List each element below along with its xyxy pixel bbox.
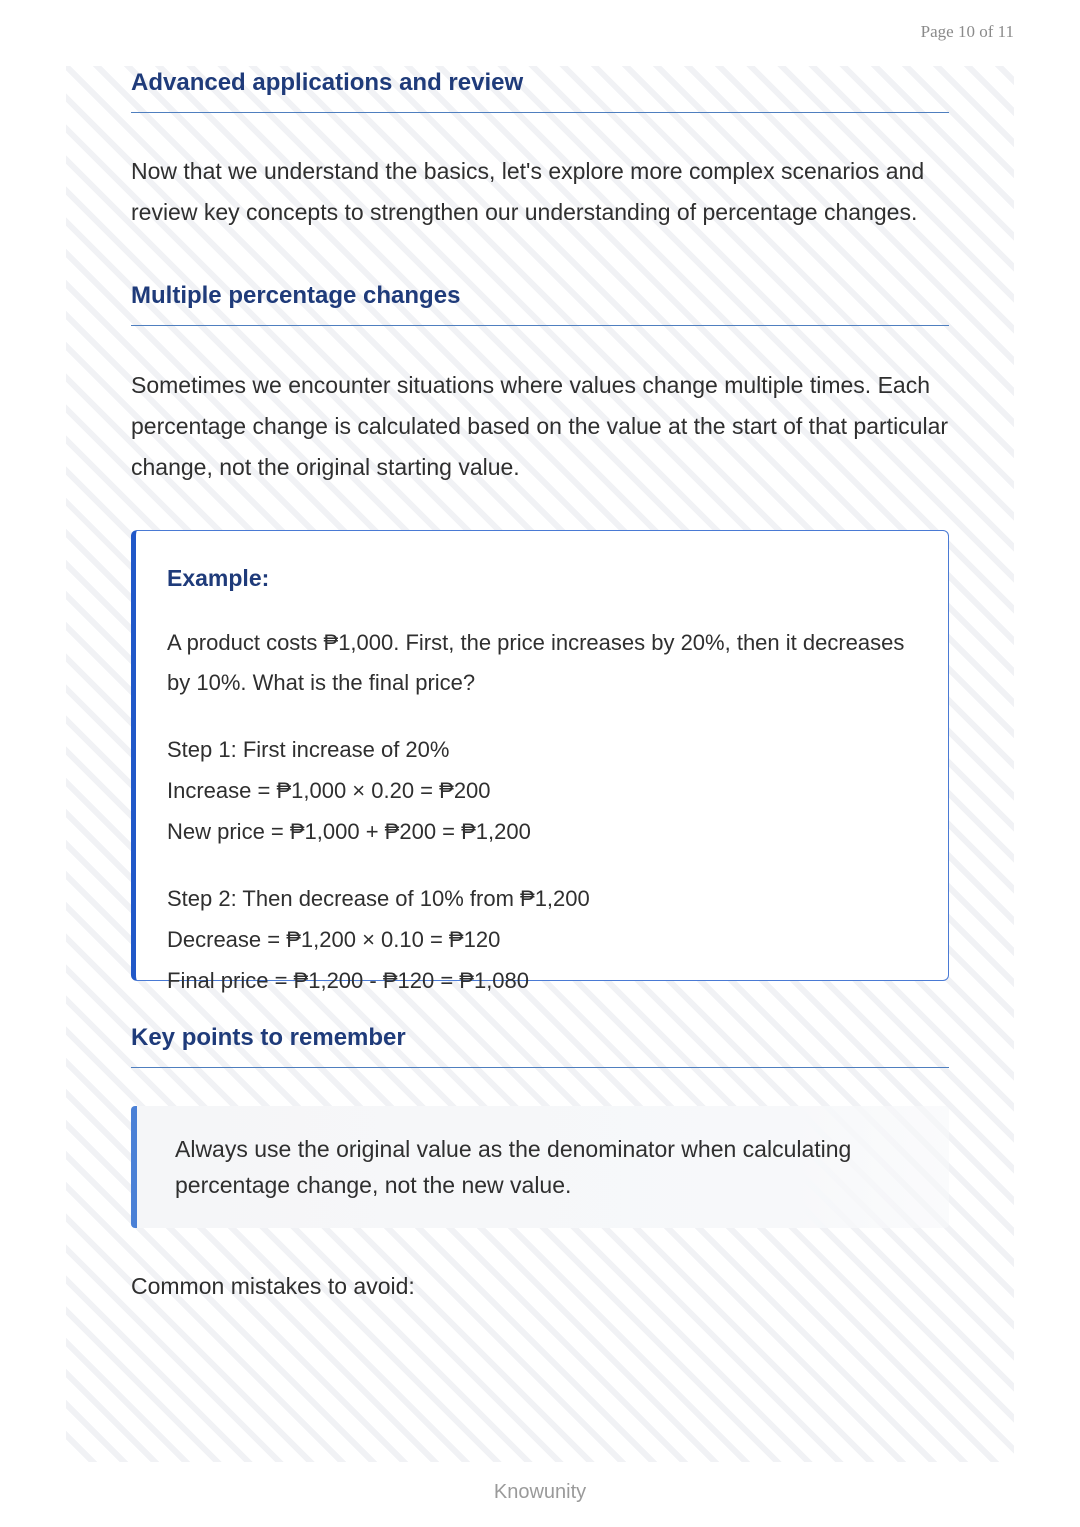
step-2-decrease: Decrease = ₱1,200 × 0.10 = ₱120 xyxy=(167,927,501,952)
key-point-note xyxy=(131,1106,949,1228)
step-1-increase: Increase = ₱1,000 × 0.20 = ₱200 xyxy=(167,778,491,803)
page-number: Page 10 of 11 xyxy=(920,22,1014,41)
step-2-title: Step 2: Then decrease of 10% from ₱1,200 xyxy=(167,886,590,911)
example-box xyxy=(131,530,949,993)
common-mistakes-label: Common mistakes to avoid: xyxy=(131,1273,415,1299)
example-question: A product costs ₱1,000. First, the price increases by 20%, then it decreases by 10%. What is the final price? xyxy=(167,630,905,695)
multiple-changes-paragraph: Sometimes we encounter situations where values change multiple times. Each percentage change is calculated based on the value at the start of that particular change, not the original starting value. xyxy=(131,372,949,480)
intro-paragraph: Now that we understand the basics, let's explore more complex scenarios and review key concepts to strengthen our understanding of percentage changes. xyxy=(131,158,925,225)
step-2-final-price: Final price = ₱1,200 - ₱120 = ₱1,080 xyxy=(167,968,530,993)
key-point-note-text: Always use the original value as the denominator when calculating percentage change, not the new value. xyxy=(175,1136,852,1198)
step-1-title: Step 1: First increase of 20% xyxy=(167,737,450,762)
section-heading-advanced: Advanced applications and review xyxy=(131,66,949,113)
step-1-new-price: New price = ₱1,000 + ₱200 = ₱1,200 xyxy=(167,819,531,844)
step-2-block xyxy=(167,878,918,1001)
section-heading-multiple-changes: Multiple percentage changes xyxy=(131,279,949,326)
section-heading-key-points: Key points to remember xyxy=(131,1021,949,1068)
page-content xyxy=(131,66,949,1307)
step-1-block xyxy=(167,729,918,852)
example-title: Example: xyxy=(167,565,270,591)
footer-brand: Knowunity xyxy=(493,1481,587,1503)
